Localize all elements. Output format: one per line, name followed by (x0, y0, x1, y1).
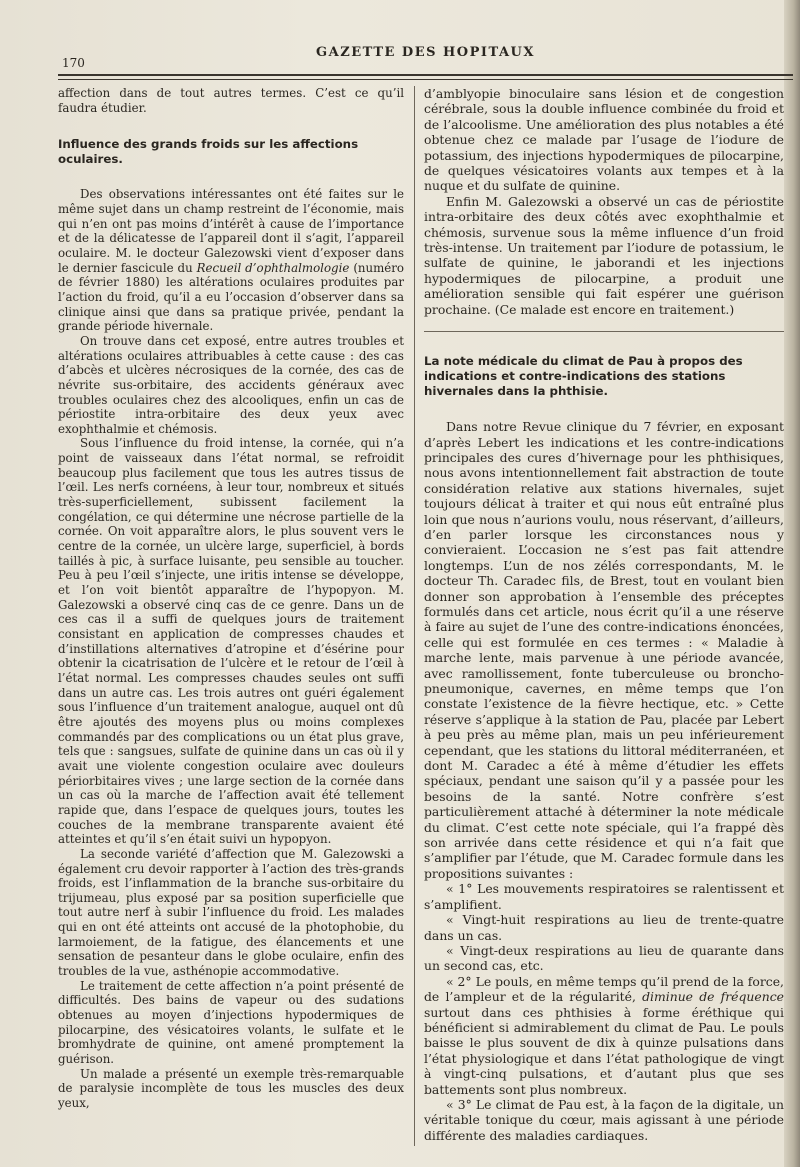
left-column (58, 86, 404, 1111)
paragraph (58, 187, 404, 334)
page-number: 170 (62, 56, 85, 70)
header-rule-thick (58, 74, 793, 76)
page-spine-edge (784, 0, 800, 1167)
paragraph: La seconde variété d’affection que M. Galezowski a également cru devoir rapporter à l’action des très-grands froids, est l’inflammation de la branche sus-orbitaire du trijumeau, plus exposé par sa position superficielle que tout autre nerf à subir l’influence du froid. Les malades qui en ont été atteints ont accusé de la photophobie, du larmoiement, de la fatigue, des élancements et une sensation de pesanteur dans le globe oculaire, enfin des troubles de la vue, asthénopie accommodative. (58, 846, 404, 979)
text-run: surtout dans ces phthisies à forme éréthique qui bénéficient si admirablement du climat de Pau. Le pouls baisse le plus souvent de dix à quinze pulsations dans l’état physiologique et dans l’état pathologique de vingt à vingt-cinq pulsations, et d’autant plus que ses battements sont plus nombreux. (424, 1004, 784, 1097)
column-divider (414, 86, 415, 1146)
paragraph: « Vingt-huit respirations au lieu de trente-quatre dans un cas. (424, 912, 784, 943)
paragraph: On trouve dans cet exposé, entre autres troubles et altérations oculaires attribuables à cette cause : des cas d’abcès et ulcères nécrosiques de la cornée, des cas de névrite sus-orbitaire, des accidents généraux avec troubles oculaires chez des alcooliques, enfin un cas de périostite intra-orbitaire des deux yeux avec exophthalmie et chémosis. (58, 333, 404, 436)
journal-title: GAZETTE DES HOPITAUX (316, 45, 535, 60)
paragraph: Enfin M. Galezowski a observé un cas de périostite intra-orbitaire des deux côtés avec exophthalmie et chémosis, survenue sous la même influence d’un froid très-intense. Un traitement par l’iodure de potassium, le sulfate de quinine, le jaborandi et les injections hypodermiques de pilocarpine, a produit une amélioration sensible qui fait espérer une guérison prochaine. (Ce malade est encore en traitement.) (424, 193, 784, 317)
paragraph: Un malade a présenté un exemple très-remarquable de paralysie incomplète de tous les muscles des deux yeux, (58, 1066, 404, 1110)
italic-run: Recueil d’ophthalmologie (196, 260, 350, 275)
italic-run: diminue de fréquence (642, 989, 784, 1005)
text-run: (numéro de février 1880) les altérations oculaires produites par l’action du froid, qu’il a eu l’occasion d’observer dans sa clinique ainsi que dans sa pratique privée, pendant la grande période hivernale. (58, 260, 405, 334)
paragraph: « Vingt-deux respirations au lieu de quarante dans un second cas, etc. (424, 942, 784, 974)
text-run: « 2° Le pouls, en même temps qu’il prend de la force, de l’ampleur et de la régularité, (424, 973, 784, 1005)
text-run: Des observations intéressantes ont été faites sur le même sujet dans un champ restreint de l’économie, mais qui n’en ont pas moins d’intérêt à cause de l’importance et de la délicatesse de l’appareil dont il s’agit, l’appareil oculaire. M. le docteur Galezowski vient d’exposer dans le dernier fascicule du (58, 187, 404, 275)
paragraph: Le traitement de cette affection n’a point présenté de difficultés. Des bains de vapeur ou des sudations obtenues au moyen d’injections hypodermiques de pilocarpine, des vésicatoires volants, le sulfate et le bromhydrate de quinine, ont amené promptement la guérison. (58, 978, 404, 1067)
page-header (58, 40, 793, 80)
header-rule-thin (58, 79, 793, 80)
paragraph (424, 974, 784, 1097)
paragraph: Sous l’influence du froid intense, la cornée, qui n’a point de vaisseaux dans l’état normal, se refroidit beaucoup plus facilement que tous les autres tissus de l’œil. Les nerfs cornéens, à leur tour, nombreux et situés très-superficiellement, subissent facilement la congélation, ce qui détermine une nécrose partielle de la cornée. On voit apparaître alors, le plus souvent vers le centre de la cornée, un ulcère large, superficiel, à bords taillés à pic, à surface luisante, peu sensible au toucher. Peu à peu l’œil s’injecte, une iritis intense se développe, et l’on voit bientôt apparaître de l’hypopyon. M. Galezowski a observé cinq cas de ce genre. Dans un de ces cas il a suffi de quelques jours de traitement consistant en application de compresses chaudes et d’instillations alternatives d’atropine et d’ésérine pour obtenir la cicatrisation de l’ulcère et le retour de l’œil à l’état normal. Les compresses chaudes seules ont suffi dans un autre cas. Les trois autres ont guéri également sous l’influence d’un traitement analogue, auquel ont dû être ajoutés des moyens plus ou moins complexes commandés par des complications ou un état plus grave, tels que : sangsues, sulfate de quinine dans un cas où il y avait une violente congestion oculaire avec douleurs périorbitaires vives ; une large section de la cornée dans un cas où la marche de l’affection avait été tellement rapide que, dans l’espace de quelques jours, toutes les couches de la membrane transparente avaient été atteintes et qu’il s’en était suivi un hypopyon. (58, 436, 404, 847)
section-separator (424, 331, 784, 332)
paragraph: « 3° Le climat de Pau est, à la façon de la digitale, un véritable tonique du cœur, mais agissant à une période différente des maladies cardiaques. (424, 1096, 784, 1143)
section-title-pau: La note médicale du climat de Pau à propos des indications et contre-indications des stations hivernales dans la phthisie. (424, 354, 743, 399)
paragraph: d’amblyopie binoculaire sans lésion et de congestion cérébrale, sous la double influence combinée du froid et de l’alcoolisme. Une amélioration des plus notables a été obtenue chez ce malade par l’usage de l’iodure de potassium, des injections hypodermiques de pilocarpine, de quelques vésicatoires volants aux tempes et à la nuque et du sulfate de quinine. (424, 86, 784, 194)
paragraph: Dans notre Revue clinique du 7 février, en exposant d’après Lebert les indications et les contre-indications principales des cures d’hivernage pour les phthisiques, nous avons intentionnellement fait abstraction de toute considération relative aux stations hivernales, sujet toujours délicat à traiter et qui nous eût entraîné plus loin que nous n’aurions voulu, nous réservant, d’ailleurs, d’en parler lorsque les circonstances nous y convieraient. L’occasion ne s’est pas fait attendre longtemps. L’un de nos zélés correspondants, M. le docteur Th. Caradec fils, de Brest, tout en voulant bien donner son approbation à l’ensemble des préceptes formulés dans cet article, nous écrit qu’il a une réserve à faire au sujet de l’une des contre-indications énoncées, celle qui est formulée en ces termes : « Maladie à marche lente, mais parvenue à une période avancée, avec ramollissement, fonte tuberculeuse ou broncho-pneumonique, cavernes, en même temps que l’on constate l’existence de la fièvre hectique, etc. » Cette réserve s’applique à la station de Pau, placée par Lebert à peu près au même plan, mais un peu inférieurement cependant, que les stations du littoral méditerranéen, et dont M. Caradec a été à même d’étudier les effets spéciaux, pendant une saison qu’il y a passée pour les besoins de la santé. Notre confrère s’est particulièrement attaché à déterminer la note médicale du climat. C’est cette note spéciale, qui l’a frappé dès son arrivée dans cette résidence et qui n’a fait que s’amplifier par l’étude, que M. Caradec formule dans les propositions suivantes : (424, 419, 784, 881)
section-title-froids: Influence des grands froids sur les affections oculaires. (58, 137, 359, 167)
paragraph: « 1° Les mouvements respiratoires se ralentissent et s’amplifient. (424, 881, 784, 912)
paragraph: affection dans de tout autres termes. C’est ce qu’il faudra étudier. (58, 86, 404, 115)
right-column (424, 86, 784, 1143)
